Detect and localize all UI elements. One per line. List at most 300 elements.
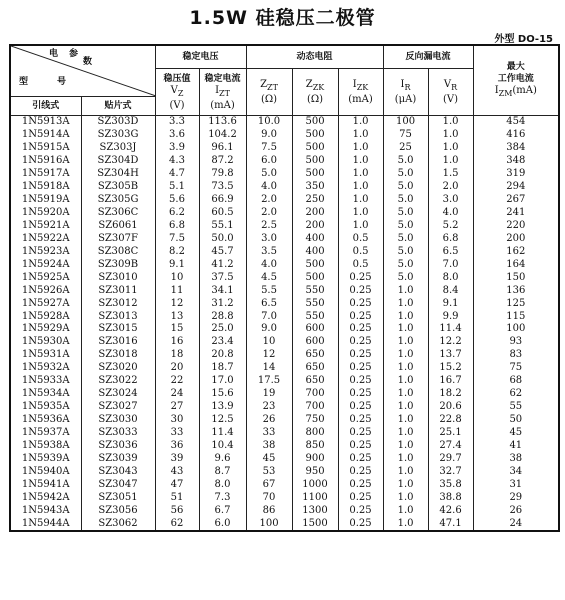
vr-cell: 35.8 <box>428 478 473 491</box>
table-row <box>10 349 559 362</box>
izt-cell: 25.0 <box>199 323 246 336</box>
group-leakage-current: 反向漏电流 <box>383 45 473 69</box>
chip-type-cell: SZ3033 <box>81 427 155 440</box>
izk-cell: 1.0 <box>338 168 383 181</box>
izk-cell: 0.25 <box>338 388 383 401</box>
vr-cell: 8.0 <box>428 271 473 284</box>
izk-sym: I <box>352 78 357 90</box>
zzt-cell: 33 <box>246 427 292 440</box>
izt-cell: 73.5 <box>199 181 246 194</box>
table-row <box>10 478 559 491</box>
izt-cell: 7.3 <box>199 491 246 504</box>
table-row <box>10 207 559 220</box>
ir-cell: 1.0 <box>383 439 428 452</box>
vr-cell: 29.7 <box>428 452 473 465</box>
chip-type-cell: SZ3043 <box>81 465 155 478</box>
ir-cell: 1.0 <box>383 388 428 401</box>
izt-cell: 45.7 <box>199 245 246 258</box>
izm-cell: 29 <box>473 491 559 504</box>
zzk-cell: 400 <box>292 245 338 258</box>
lead-type-cell: 1N5940A <box>10 465 81 478</box>
chip-type-cell: SZ305G <box>81 194 155 207</box>
chip-type-cell: SZ3062 <box>81 517 155 531</box>
vz-cell: 20 <box>155 362 199 375</box>
zzt-unit: (Ω) <box>260 93 278 105</box>
lead-type-cell: 1N5944A <box>10 517 81 531</box>
vr-cell: 11.4 <box>428 323 473 336</box>
izt-sub: ZT <box>219 88 230 98</box>
ir-cell: 5.0 <box>383 258 428 271</box>
izk-sub: ZK <box>356 82 369 92</box>
lead-type-cell: 1N5943A <box>10 504 81 517</box>
vr-cell: 9.9 <box>428 310 473 323</box>
max-sub: ZM <box>498 89 513 98</box>
izt-cell: 8.0 <box>199 478 246 491</box>
vr-cell: 22.8 <box>428 414 473 427</box>
izk-cell: 1.0 <box>338 116 383 129</box>
izt-cell: 113.6 <box>199 116 246 129</box>
izt-cell: 12.5 <box>199 414 246 427</box>
lead-type-cell: 1N5921A <box>10 220 81 233</box>
lead-type-cell: 1N5941A <box>10 478 81 491</box>
vr-cell: 2.0 <box>428 181 473 194</box>
lead-type-cell: 1N5939A <box>10 452 81 465</box>
lead-type-cell: 1N5932A <box>10 362 81 375</box>
izm-cell: 125 <box>473 297 559 310</box>
zzt-cell: 10.0 <box>246 116 292 129</box>
chip-type-cell: SZ305B <box>81 181 155 194</box>
corner-label-shu: 数 <box>83 57 93 67</box>
izm-cell: 416 <box>473 129 559 142</box>
table-row <box>10 284 559 297</box>
corner-label-dian: 电 <box>49 49 59 59</box>
lead-type-cell: 1N5938A <box>10 439 81 452</box>
chip-type-cell: SZ304H <box>81 168 155 181</box>
izm-cell: 26 <box>473 504 559 517</box>
izm-cell: 45 <box>473 427 559 440</box>
table-row <box>10 181 559 194</box>
izk-unit: (mA) <box>348 93 373 105</box>
vz-cell: 51 <box>155 491 199 504</box>
zzk-cell: 650 <box>292 375 338 388</box>
ir-cell: 1.0 <box>383 414 428 427</box>
table-row <box>10 194 559 207</box>
izm-cell: 83 <box>473 349 559 362</box>
ir-cell: 1.0 <box>383 465 428 478</box>
table-row <box>10 168 559 181</box>
zzt-cell: 2.5 <box>246 220 292 233</box>
ir-cell: 1.0 <box>383 478 428 491</box>
izt-unit: (mA) <box>210 99 235 111</box>
chip-type-header: 贴片式 <box>81 97 155 116</box>
izk-cell: 0.25 <box>338 414 383 427</box>
zener-spec-table <box>9 44 560 532</box>
vz-cell: 8.2 <box>155 245 199 258</box>
vz-cell: 47 <box>155 478 199 491</box>
chip-type-cell: SZ304D <box>81 155 155 168</box>
chip-type-cell: SZ3039 <box>81 452 155 465</box>
ir-cell: 5.0 <box>383 207 428 220</box>
izt-cell: 20.8 <box>199 349 246 362</box>
vr-cell: 42.6 <box>428 504 473 517</box>
zzt-cell: 19 <box>246 388 292 401</box>
zzt-cell: 70 <box>246 491 292 504</box>
chip-type-cell: SZ306C <box>81 207 155 220</box>
zzt-sub: ZT <box>267 82 278 92</box>
vz-cell: 15 <box>155 323 199 336</box>
vz-cell: 4.3 <box>155 155 199 168</box>
izk-cell: 0.5 <box>338 245 383 258</box>
zzk-cell: 250 <box>292 194 338 207</box>
izk-header <box>338 69 383 116</box>
table-row <box>10 375 559 388</box>
table-row <box>10 427 559 440</box>
izk-cell: 0.25 <box>338 478 383 491</box>
ir-cell: 1.0 <box>383 336 428 349</box>
izm-cell: 348 <box>473 155 559 168</box>
zzt-cell: 3.5 <box>246 245 292 258</box>
vz-cell: 18 <box>155 349 199 362</box>
chip-type-cell: SZ3016 <box>81 336 155 349</box>
vr-cell: 1.0 <box>428 155 473 168</box>
zzk-cell: 400 <box>292 232 338 245</box>
izt-cell: 66.9 <box>199 194 246 207</box>
zzk-cell: 600 <box>292 336 338 349</box>
ir-sub: R <box>404 82 411 92</box>
izk-cell: 0.25 <box>338 491 383 504</box>
vr-cell: 25.1 <box>428 427 473 440</box>
izk-cell: 1.0 <box>338 207 383 220</box>
lead-type-cell: 1N5929A <box>10 323 81 336</box>
izt-cell: 41.2 <box>199 258 246 271</box>
vz-cell: 5.6 <box>155 194 199 207</box>
ir-cell: 75 <box>383 129 428 142</box>
table-row <box>10 129 559 142</box>
ir-cell: 1.0 <box>383 401 428 414</box>
table-row <box>10 245 559 258</box>
vr-cell: 4.0 <box>428 207 473 220</box>
vr-cell: 18.2 <box>428 388 473 401</box>
zzk-cell: 900 <box>292 452 338 465</box>
vr-cell: 27.4 <box>428 439 473 452</box>
zzk-cell: 650 <box>292 349 338 362</box>
vr-sym: V <box>443 78 452 90</box>
table-row <box>10 336 559 349</box>
lead-type-cell: 1N5926A <box>10 284 81 297</box>
group-stable-voltage: 稳定电压 <box>155 45 246 69</box>
table-row <box>10 439 559 452</box>
table-row <box>10 142 559 155</box>
vz-cell: 27 <box>155 401 199 414</box>
zzk-cell: 500 <box>292 271 338 284</box>
ir-cell: 1.0 <box>383 491 428 504</box>
corner-label-hao: 号 <box>57 77 67 87</box>
lead-type-cell: 1N5918A <box>10 181 81 194</box>
ir-cell: 5.0 <box>383 155 428 168</box>
izt-cell: 6.0 <box>199 517 246 531</box>
vz-cell: 9.1 <box>155 258 199 271</box>
table-row <box>10 220 559 233</box>
vz-cell: 24 <box>155 388 199 401</box>
vz-cell: 22 <box>155 375 199 388</box>
vr-cell: 7.0 <box>428 258 473 271</box>
lead-type-cell: 1N5925A <box>10 271 81 284</box>
izm-cell: 454 <box>473 116 559 129</box>
vz-cell: 3.9 <box>155 142 199 155</box>
izm-cell: 267 <box>473 194 559 207</box>
ir-cell: 5.0 <box>383 232 428 245</box>
table-row <box>10 465 559 478</box>
izk-cell: 0.25 <box>338 401 383 414</box>
izm-cell: 68 <box>473 375 559 388</box>
izm-cell: 41 <box>473 439 559 452</box>
vz-cell: 4.7 <box>155 168 199 181</box>
vr-cell: 16.7 <box>428 375 473 388</box>
izm-cell: 384 <box>473 142 559 155</box>
izk-cell: 0.25 <box>338 427 383 440</box>
zzt-cell: 2.0 <box>246 194 292 207</box>
chip-type-cell: SZ3012 <box>81 297 155 310</box>
table-row <box>10 271 559 284</box>
corner-label-xing: 型 <box>19 77 29 87</box>
izm-cell: 75 <box>473 362 559 375</box>
izk-cell: 0.25 <box>338 465 383 478</box>
izt-cell: 87.2 <box>199 155 246 168</box>
izm-cell: 38 <box>473 452 559 465</box>
ir-cell: 1.0 <box>383 323 428 336</box>
vr-cell: 47.1 <box>428 517 473 531</box>
zzt-cell: 10 <box>246 336 292 349</box>
lead-type-cell: 1N5930A <box>10 336 81 349</box>
chip-type-cell: SZ303G <box>81 129 155 142</box>
zzt-cell: 38 <box>246 439 292 452</box>
vz-label: 稳压值 <box>163 73 191 84</box>
table-row <box>10 414 559 427</box>
izt-cell: 55.1 <box>199 220 246 233</box>
izk-cell: 0.5 <box>338 232 383 245</box>
vz-cell: 30 <box>155 414 199 427</box>
izk-cell: 1.0 <box>338 181 383 194</box>
izm-cell: 24 <box>473 517 559 531</box>
zzt-cell: 4.0 <box>246 258 292 271</box>
zzk-cell: 550 <box>292 297 338 310</box>
izt-cell: 31.2 <box>199 297 246 310</box>
zzk-sym: Z <box>305 78 313 90</box>
izk-cell: 0.25 <box>338 297 383 310</box>
izk-cell: 1.0 <box>338 220 383 233</box>
table-row <box>10 297 559 310</box>
zzt-cell: 7.0 <box>246 310 292 323</box>
vz-cell: 39 <box>155 452 199 465</box>
zzt-cell: 4.5 <box>246 271 292 284</box>
zzt-sym: Z <box>260 78 268 90</box>
chip-type-cell: SZ307F <box>81 232 155 245</box>
zzk-cell: 700 <box>292 388 338 401</box>
chip-type-cell: SZ3036 <box>81 439 155 452</box>
zzt-cell: 67 <box>246 478 292 491</box>
izt-cell: 18.7 <box>199 362 246 375</box>
table-row <box>10 504 559 517</box>
max-unit: (mA) <box>512 85 537 96</box>
izt-cell: 28.8 <box>199 310 246 323</box>
chip-type-cell: SZ3015 <box>81 323 155 336</box>
lead-type-cell: 1N5924A <box>10 258 81 271</box>
ir-cell: 5.0 <box>383 220 428 233</box>
vz-cell: 12 <box>155 297 199 310</box>
vz-cell: 6.2 <box>155 207 199 220</box>
table-row <box>10 401 559 414</box>
vz-cell: 3.3 <box>155 116 199 129</box>
izt-cell: 13.9 <box>199 401 246 414</box>
izk-cell: 0.5 <box>338 258 383 271</box>
diagonal-divider <box>11 46 155 96</box>
ir-cell: 5.0 <box>383 194 428 207</box>
vz-sub: Z <box>177 88 184 98</box>
lead-type-cell: 1N5917A <box>10 168 81 181</box>
zzk-cell: 500 <box>292 129 338 142</box>
lead-type-cell: 1N5922A <box>10 232 81 245</box>
zzk-cell: 850 <box>292 439 338 452</box>
zzk-unit: (Ω) <box>306 93 324 105</box>
zzt-cell: 3.0 <box>246 232 292 245</box>
lead-type-cell: 1N5933A <box>10 375 81 388</box>
vr-cell: 38.8 <box>428 491 473 504</box>
izm-cell: 241 <box>473 207 559 220</box>
max-line2: 工作电流 <box>497 74 534 84</box>
zzk-cell: 700 <box>292 401 338 414</box>
zzk-cell: 500 <box>292 142 338 155</box>
table-row <box>10 258 559 271</box>
zzk-cell: 1100 <box>292 491 338 504</box>
izm-cell: 220 <box>473 220 559 233</box>
zzt-cell: 45 <box>246 452 292 465</box>
ir-cell: 1.0 <box>383 349 428 362</box>
vz-cell: 11 <box>155 284 199 297</box>
zzt-header <box>246 69 292 116</box>
vr-cell: 1.0 <box>428 116 473 129</box>
zzk-cell: 950 <box>292 465 338 478</box>
zzk-cell: 650 <box>292 362 338 375</box>
zzk-cell: 200 <box>292 207 338 220</box>
zzt-cell: 14 <box>246 362 292 375</box>
izt-cell: 96.1 <box>199 142 246 155</box>
izk-cell: 0.25 <box>338 452 383 465</box>
izm-cell: 100 <box>473 323 559 336</box>
izm-cell: 31 <box>473 478 559 491</box>
ir-cell: 1.0 <box>383 284 428 297</box>
izt-cell: 6.7 <box>199 504 246 517</box>
vr-header <box>428 69 473 116</box>
chip-type-cell: SZ303D <box>81 116 155 129</box>
lead-type-cell: 1N5935A <box>10 401 81 414</box>
chip-type-cell: SZ3018 <box>81 349 155 362</box>
table-row <box>10 491 559 504</box>
ir-cell: 1.0 <box>383 517 428 531</box>
table-row <box>10 310 559 323</box>
table-row <box>10 232 559 245</box>
chip-type-cell: SZ3013 <box>81 310 155 323</box>
zzt-cell: 26 <box>246 414 292 427</box>
vr-cell: 13.7 <box>428 349 473 362</box>
zzk-cell: 350 <box>292 181 338 194</box>
lead-type-cell: 1N5913A <box>10 116 81 129</box>
group-dynamic-resistance: 动态电阻 <box>246 45 383 69</box>
izm-cell: 115 <box>473 310 559 323</box>
vr-cell: 1.0 <box>428 142 473 155</box>
izm-cell: 162 <box>473 245 559 258</box>
zzt-cell: 2.0 <box>246 207 292 220</box>
lead-type-cell: 1N5931A <box>10 349 81 362</box>
vr-cell: 9.1 <box>428 297 473 310</box>
vz-cell: 62 <box>155 517 199 531</box>
vz-cell: 36 <box>155 439 199 452</box>
chip-type-cell: SZ3010 <box>81 271 155 284</box>
lead-type-cell: 1N5923A <box>10 245 81 258</box>
ir-cell: 5.0 <box>383 245 428 258</box>
izk-cell: 0.25 <box>338 375 383 388</box>
ir-cell: 1.0 <box>383 452 428 465</box>
corner-header <box>10 45 155 97</box>
lead-type-cell: 1N5916A <box>10 155 81 168</box>
ir-cell: 1.0 <box>383 310 428 323</box>
izt-cell: 17.0 <box>199 375 246 388</box>
vz-cell: 5.1 <box>155 181 199 194</box>
chip-type-cell: SZ303J <box>81 142 155 155</box>
izk-cell: 0.25 <box>338 349 383 362</box>
vz-cell: 6.8 <box>155 220 199 233</box>
izt-cell: 60.5 <box>199 207 246 220</box>
zzt-cell: 6.0 <box>246 155 292 168</box>
zzt-cell: 53 <box>246 465 292 478</box>
izk-cell: 0.25 <box>338 310 383 323</box>
izt-cell: 11.4 <box>199 427 246 440</box>
ir-cell: 1.0 <box>383 427 428 440</box>
izk-cell: 0.25 <box>338 439 383 452</box>
zzk-header <box>292 69 338 116</box>
lead-type-header: 引线式 <box>10 97 81 116</box>
izm-cell: 150 <box>473 271 559 284</box>
zzk-cell: 500 <box>292 258 338 271</box>
vr-sub: R <box>451 82 458 92</box>
zzt-cell: 23 <box>246 401 292 414</box>
ir-cell: 1.0 <box>383 375 428 388</box>
vr-cell: 8.4 <box>428 284 473 297</box>
izt-cell: 104.2 <box>199 129 246 142</box>
zzt-cell: 100 <box>246 517 292 531</box>
vz-cell: 7.5 <box>155 232 199 245</box>
ir-cell: 5.0 <box>383 271 428 284</box>
izm-cell: 136 <box>473 284 559 297</box>
izm-cell: 200 <box>473 232 559 245</box>
corner-label-can: 参 <box>69 49 79 59</box>
lead-type-cell: 1N5919A <box>10 194 81 207</box>
lead-type-cell: 1N5934A <box>10 388 81 401</box>
vr-cell: 15.2 <box>428 362 473 375</box>
ir-cell: 25 <box>383 142 428 155</box>
izk-cell: 0.25 <box>338 284 383 297</box>
ir-cell: 100 <box>383 116 428 129</box>
izt-label: 稳定电流 <box>204 73 241 84</box>
table-row <box>10 517 559 531</box>
izk-cell: 0.25 <box>338 517 383 531</box>
max-current-header <box>473 45 559 116</box>
izm-cell: 164 <box>473 258 559 271</box>
max-sym: I <box>494 85 499 96</box>
max-line1: 最大 <box>506 62 525 72</box>
page-title: 1.5W 硅稳压二极管 <box>189 7 376 29</box>
zzt-cell: 9.0 <box>246 323 292 336</box>
table-row <box>10 323 559 336</box>
